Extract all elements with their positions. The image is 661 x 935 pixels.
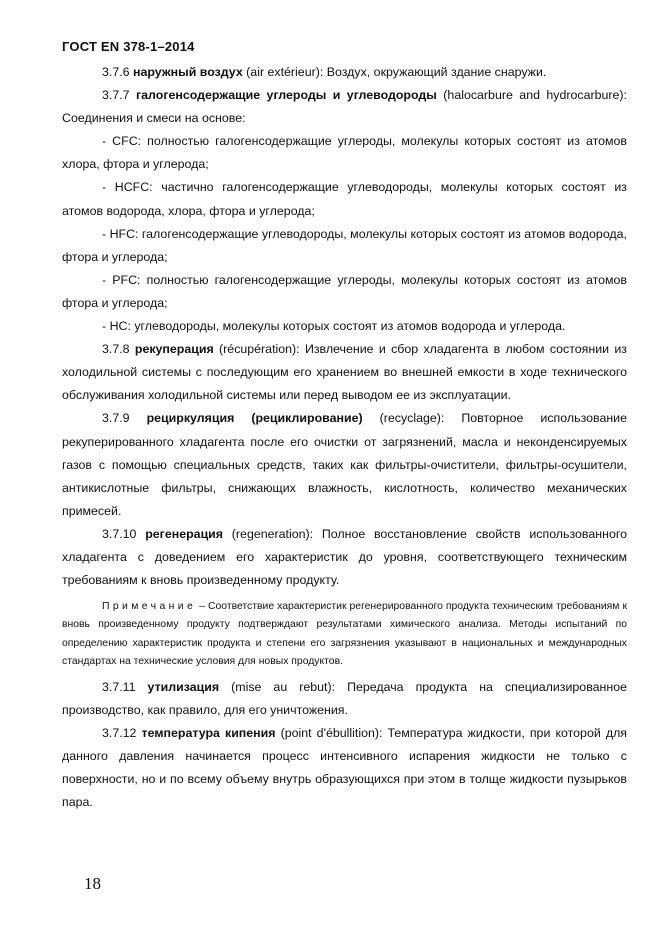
foreign-term: (récupération):: [219, 342, 300, 357]
term: галогенсодержащие углероды и углеводороды: [136, 88, 437, 103]
definition-3-7-11: [62, 676, 627, 722]
term: наружный воздух: [133, 65, 243, 79]
term: температура кипения: [141, 726, 276, 741]
document-code-header: ГОСТ EN 378-1–2014: [62, 39, 195, 54]
clause-number: 3.7.11: [102, 679, 136, 694]
term: рекуперация: [134, 342, 214, 357]
term: регенерация: [145, 526, 224, 541]
note-text: – Соответствие характеристик регенерированного продукта техническим требованиям к вновь произведенному продукту подтверждают результатами химического анализа. Методы испытаний по определению характеристик продукта и степени его загрязнения указывают в национальных и международных стандартах на технические условия для новых продуктов.: [62, 601, 628, 667]
clause-number: 3.7.7: [102, 88, 130, 103]
definition-text: Воздух, окружающий здание снаружи.: [326, 65, 547, 79]
list-item-hc: - HC: углеводороды, молекулы которых состоят из атомов водорода и углерода.: [102, 319, 566, 334]
clause-number: 3.7.12: [102, 726, 137, 741]
foreign-term: (mise au rebut):: [231, 679, 336, 694]
note-label: Примечание: [102, 601, 197, 613]
list-item-cfc: - CFC: полностью галогенсодержащие углероды, молекулы которых состоят из атомов хлора, фтора и углерода;: [62, 134, 627, 172]
foreign-term: (point d'ébullition):: [280, 726, 383, 741]
definition-3-7-10: [62, 523, 627, 592]
term: утилизация: [147, 679, 220, 694]
definition-3-7-12: [62, 722, 627, 814]
definition-text: Повторное использование рекуперированного хладагента после его очистки от загрязнений, масла и неконденсируемых газов с помощью специальных средств, таких как фильтры-очистители, фильтры-осушители, антикислотные фильтры, снижающих влажность, кислотность, количество механических примесей.: [62, 411, 627, 518]
document-body: [62, 61, 627, 815]
page-number: 18: [84, 874, 101, 893]
term: рециркуляция (рециклирование): [146, 411, 363, 426]
definition-3-7-9: [62, 407, 627, 522]
clause-number: 3.7.9: [102, 411, 130, 426]
note-block: [62, 598, 627, 671]
definition-text: Извлечение и сбор хладагента в любом состоянии из холодильной системы с последующим его хранением во внешней емкости в ходе технического обслуживания холодильной системы или перед выводом ее из эксплуатации.: [62, 342, 627, 403]
foreign-term: (regeneration):: [231, 526, 314, 541]
definition-text: Передача продукта на специализированное производство, как правило, для его уничтожения.: [62, 679, 627, 718]
definition-text: Температура жидкости, при которой для данного давления начинается процесс интенсивного испарения жидкости не только с поверхности, но и по всему объему внутрь образующихся при этом в толще жидкости пузырьков пара.: [62, 726, 628, 810]
foreign-term: (recyclage):: [379, 411, 445, 426]
definition-3-7-6: [62, 61, 627, 84]
list-item-pfc: - PFC: полностью галогенсодержащие углероды, молекулы которых состоят из атомов фтора и углерода;: [62, 272, 627, 310]
foreign-term: (air extérieur):: [246, 65, 324, 79]
clause-number: 3.7.8: [102, 342, 130, 357]
list-item-hcfc: - HCFC: частично галогенсодержащие углеводороды, молекулы которых состоят из атомов водорода, хлора, фтора и углерода;: [62, 180, 627, 218]
definition-text: Полное восстановление свойств использованного хладагента с доведением его характеристик до уровня, соответствующего техническим требованиям к вновь произведенному продукту.: [62, 526, 627, 588]
definition-3-7-7: [62, 84, 627, 130]
foreign-term: (halocarbure and hydrocarbure):: [443, 88, 627, 103]
list-item-hfc: - HFC: галогенсодержащие углеводороды, молекулы которых состоят из атомов водорода, фтора и углерода;: [62, 226, 627, 264]
clause-number: 3.7.10: [102, 526, 137, 541]
definition-3-7-8: [62, 338, 627, 407]
definition-text: Соединения и смеси на основе:: [62, 111, 246, 126]
clause-number: 3.7.6: [102, 65, 130, 79]
